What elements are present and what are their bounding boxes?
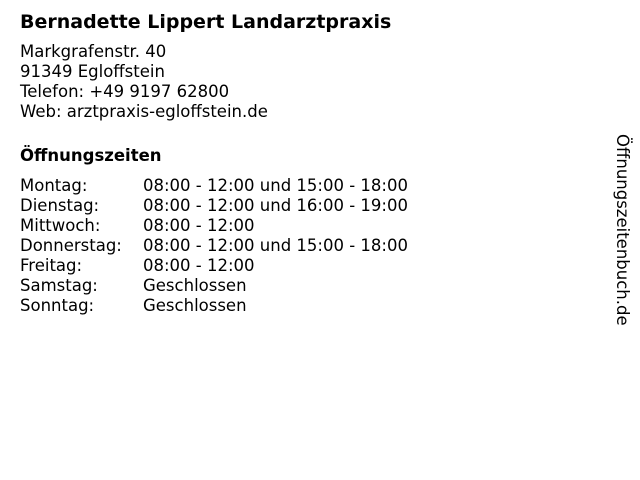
day-label: Sonntag: [20, 296, 95, 315]
hours-row-wednesday [20, 216, 580, 236]
brand-watermark: Öffnungszeitenbuch.de [613, 134, 632, 326]
address-block [20, 42, 580, 122]
hours-row-thursday [20, 236, 580, 256]
hours-value: 08:00 - 12:00 und 15:00 - 18:00 [143, 176, 408, 195]
day-label: Dienstag: [20, 196, 100, 215]
day-label: Mittwoch: [20, 216, 101, 235]
opening-hours-heading: Öffnungszeiten [20, 146, 162, 165]
hours-value: 08:00 - 12:00 [143, 216, 255, 235]
day-label: Samstag: [20, 276, 98, 295]
street-address: Markgrafenstr. 40 [20, 42, 167, 61]
business-card [20, 10, 580, 316]
hours-row-friday [20, 256, 580, 276]
hours-value: 08:00 - 12:00 und 16:00 - 19:00 [143, 196, 408, 215]
hours-row-saturday [20, 276, 580, 296]
day-label: Montag: [20, 176, 88, 195]
phone-number: Telefon: +49 9197 62800 [20, 82, 230, 101]
website: Web: arztpraxis-egloffstein.de [20, 102, 268, 121]
day-label: Freitag: [20, 256, 83, 275]
hours-value: 08:00 - 12:00 und 15:00 - 18:00 [143, 236, 408, 255]
hours-row-sunday [20, 296, 580, 316]
opening-hours-table [20, 176, 580, 316]
hours-row-monday [20, 176, 580, 196]
day-label: Donnerstag: [20, 236, 122, 255]
hours-value: 08:00 - 12:00 [143, 256, 255, 275]
hours-row-tuesday [20, 196, 580, 216]
hours-value: Geschlossen [143, 276, 247, 295]
business-name: Bernadette Lippert Landarztpraxis [20, 11, 392, 33]
postal-city: 91349 Egloffstein [20, 62, 165, 81]
hours-value: Geschlossen [143, 296, 247, 315]
